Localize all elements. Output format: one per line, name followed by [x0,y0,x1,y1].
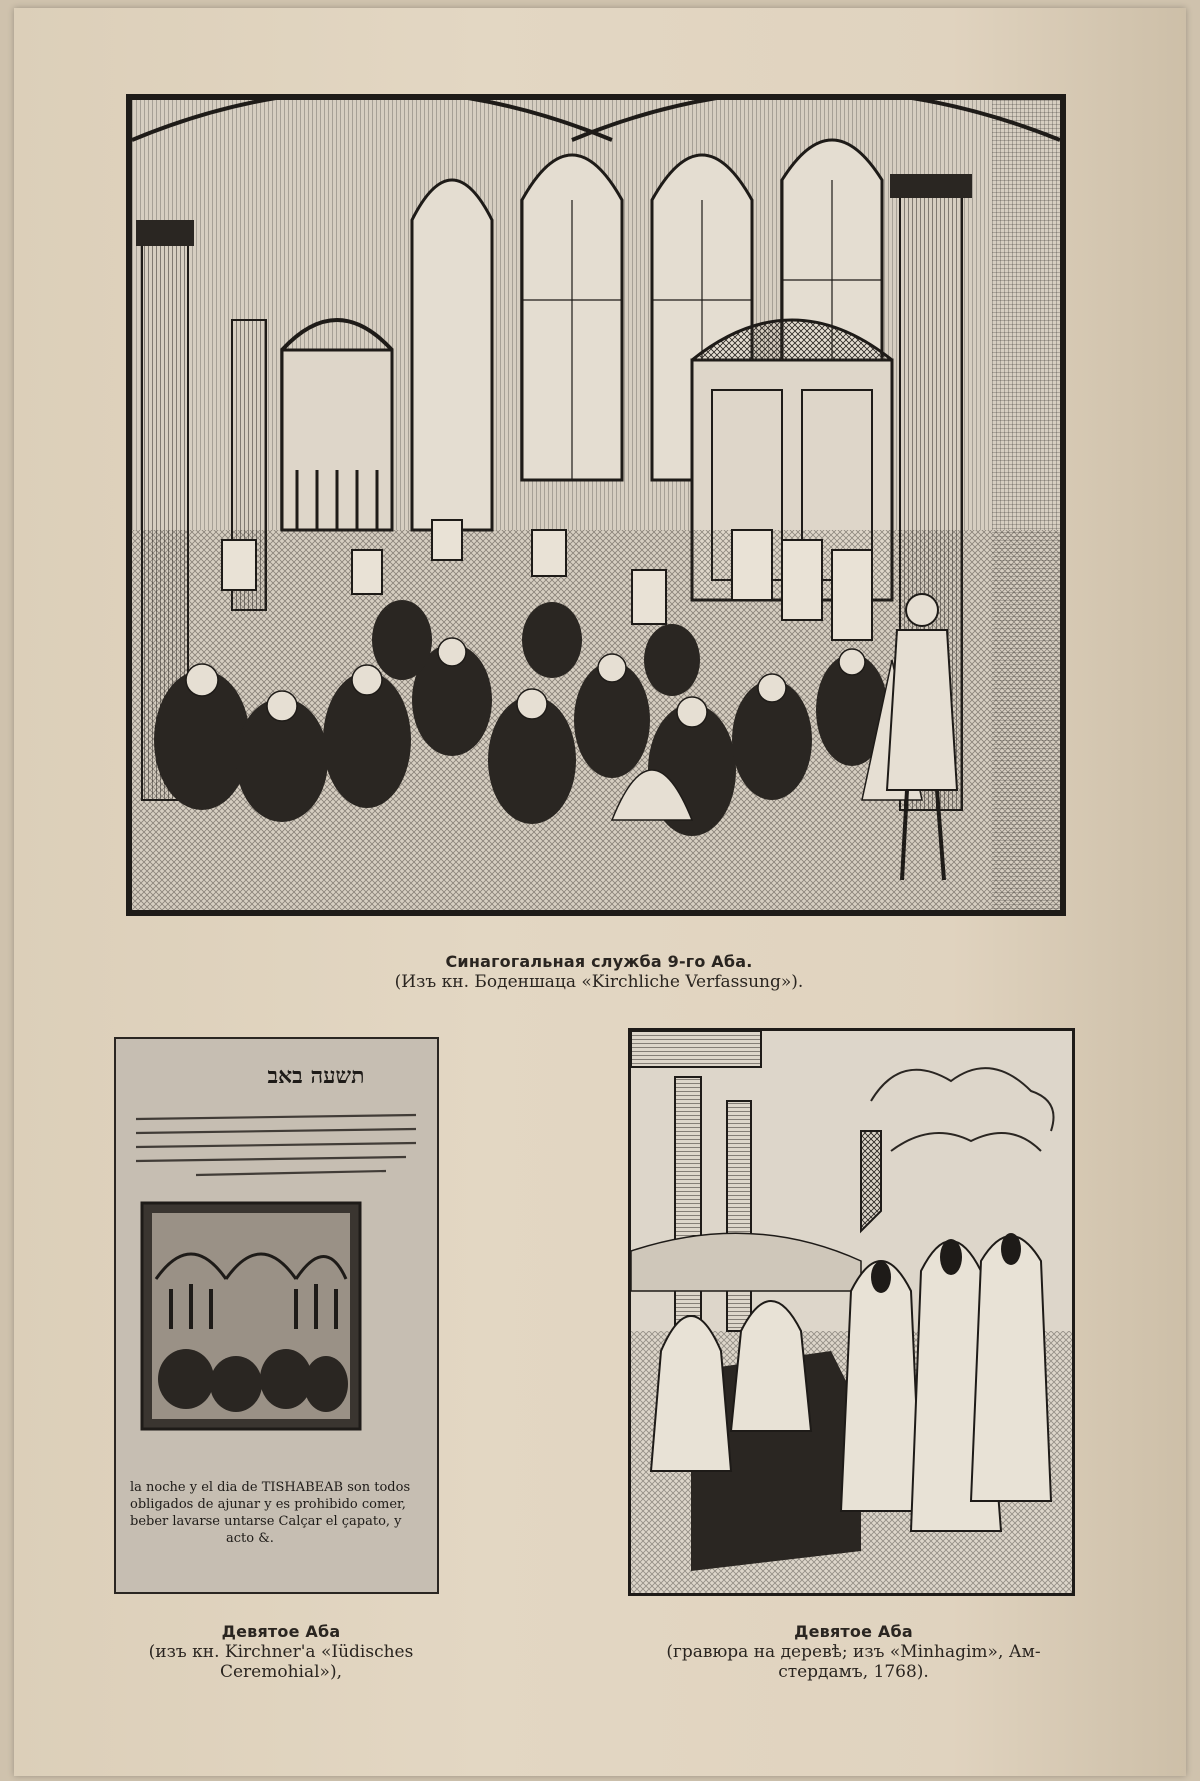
left-caption-line-1: (изъ кн. Kirchner'a «Iüdisches [148,1642,414,1662]
book-page-facsimile [114,1037,439,1594]
engraving-illustration [132,100,1060,910]
book-page-illustration [116,1039,437,1592]
top-caption-title: Синагогальная служба 9-го Аба. [445,952,753,971]
right-caption-line-2: стердамъ, 1768). [778,1662,929,1682]
spanish-line-1: la noche y el dia de TISHABEAB son todos [130,1480,411,1495]
right-caption [626,1622,1081,1682]
woodcut-engraving [628,1028,1075,1596]
document-page [14,8,1186,1776]
spanish-line-3: beber lavarse untarse Calçar el çapato, y [130,1514,402,1529]
spanish-line-4: acto &. [226,1531,274,1546]
spanish-line-2: obligados de ajunar y es prohibido comer, [130,1497,406,1512]
left-caption-line-2: Ceremohial»), [219,1662,342,1682]
top-caption-source: (Изъ кн. Боденшаца «Kirchliche Verfassung»). [394,972,804,992]
left-caption [106,1622,456,1682]
left-caption-title: Девятое Аба [221,1622,341,1641]
synagogue-service-engraving [126,94,1066,916]
hebrew-heading: תשעה באב [267,1063,365,1089]
right-caption-line-1: (гравюра на деревѣ; изъ «Minhagim», Ам- [666,1642,1041,1662]
right-caption-title: Девятое Аба [794,1622,913,1641]
woodcut-illustration [631,1031,1072,1593]
top-engraving-caption [314,952,884,992]
